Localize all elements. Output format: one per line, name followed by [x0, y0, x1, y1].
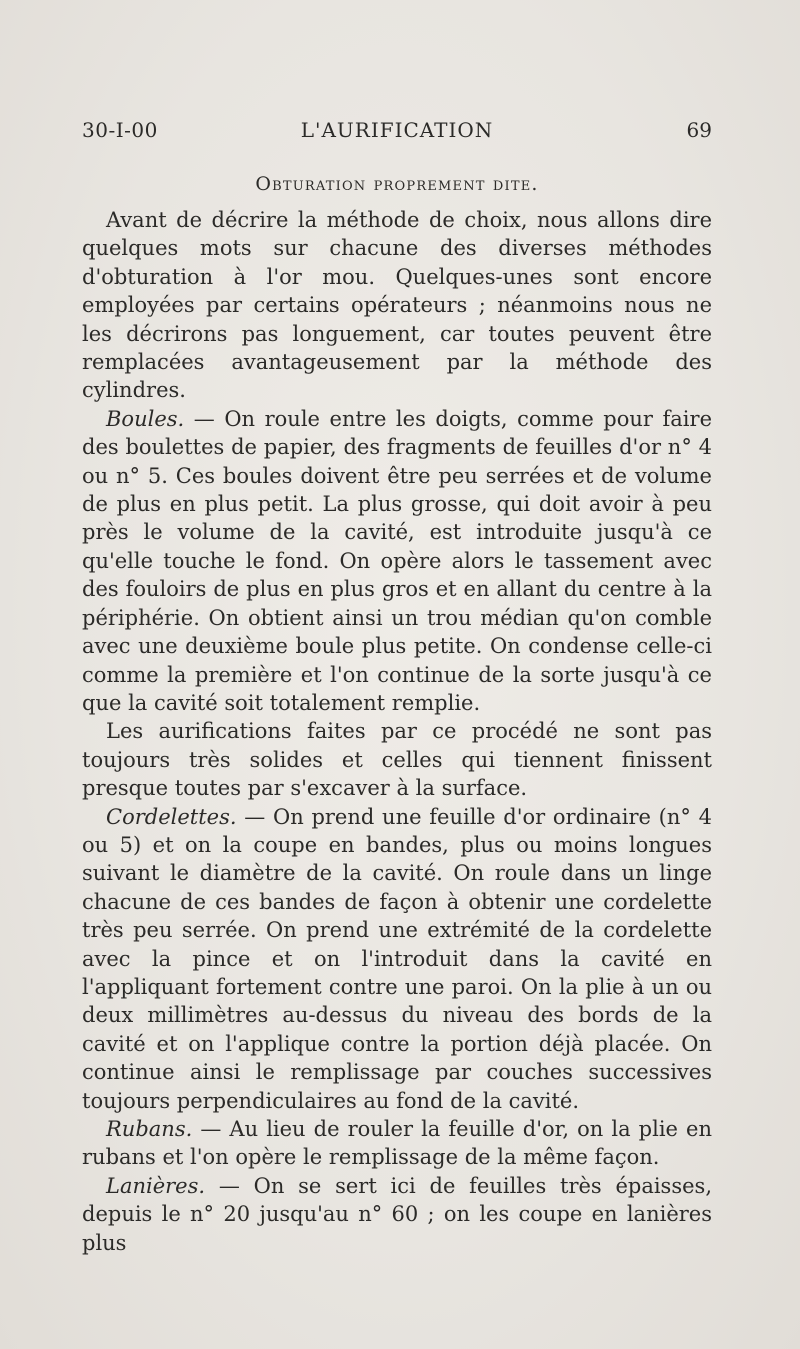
body-text [82, 206, 712, 1257]
section-heading: Obturation proprement dite. [255, 173, 539, 195]
paragraph-text: Avant de décrire la méthode de choix, nous allons dire quelques mots sur chacune des diverses méthodes d'obturation à l'or mou. Quelques-unes sont encore employées par certains opérateurs ; néanmoins nous ne les décrirons pas longuement, car toutes peuvent être remplacées avantageusement par la méthode des cylindres. [82, 208, 712, 403]
page-number: 69 [686, 118, 712, 142]
running-head [82, 118, 712, 144]
paragraph-boules [82, 405, 712, 717]
paragraph-rubans [82, 1115, 712, 1172]
paragraph-intro [82, 206, 712, 405]
rubric-cordelettes: Cordelettes. [106, 804, 237, 829]
paragraph-text: — On roule entre les doigts, comme pour faire des boulettes de papier, des fragments de feuilles d'or n° 4 ou n° 5. Ces boules doivent être peu serrées et de volume de plus en plus petit. La plus grosse, qui doit avoir à peu près le volume de la cavité, est introduite jusqu'à ce qu'elle touche le fond. On opère alors le tassement avec des fouloirs de plus en plus gros et en allant du centre à la périphérie. On obtient ainsi un trou médian qu'on comble avec une deuxième boule plus petite. On condense celle-ci comme la première et l'on continue de la sorte jusqu'à ce que la cavité soit totalement remplie. [82, 406, 712, 715]
paragraph-text: Les aurifications faites par ce procédé ne sont pas toujours très solides et celles qui tiennent finissent presque toutes par s'excaver à la surface. [82, 719, 712, 801]
rubric-rubans: Rubans. [106, 1117, 193, 1141]
running-title: L'AURIFICATION [300, 118, 494, 142]
paragraph-text: — Au lieu de rouler la feuille d'or, on la plie en rubans et l'on opère le remplissage de la même façon. [82, 1117, 712, 1170]
paragraph-cordelettes [82, 803, 712, 1115]
rubric-lanieres: Lanières. [106, 1173, 206, 1198]
paragraph-text: — On se sert ici de feuilles très épaisses, depuis le n° 20 jusqu'au n° 60 ; on les coupe en lanières plus [82, 1173, 712, 1255]
folio-date: 30-I-00 [82, 118, 158, 142]
paragraph-text: — On prend une feuille d'or ordinaire (n° 4 ou 5) et on la coupe en bandes, plus ou moins longues suivant le diamètre de la cavité. On roule dans un linge chacune de ces bandes de façon à obtenir une cordelette très peu serrée. On prend une extrémité de la cordelette avec la pince et on l'introduit dans la cavité en l'appliquant fortement contre une paroi. On la plie à un ou deux millimètres au-dessus du niveau des bords de la cavité et on l'applique contre la portion déjà placée. On continue ainsi le remplissage par couches successives toujours perpendiculaires au fond de la cavité. [82, 804, 712, 1113]
paragraph-remark [82, 717, 712, 802]
rubric-boules: Boules. [106, 406, 185, 431]
paragraph-lanieres [82, 1172, 712, 1257]
